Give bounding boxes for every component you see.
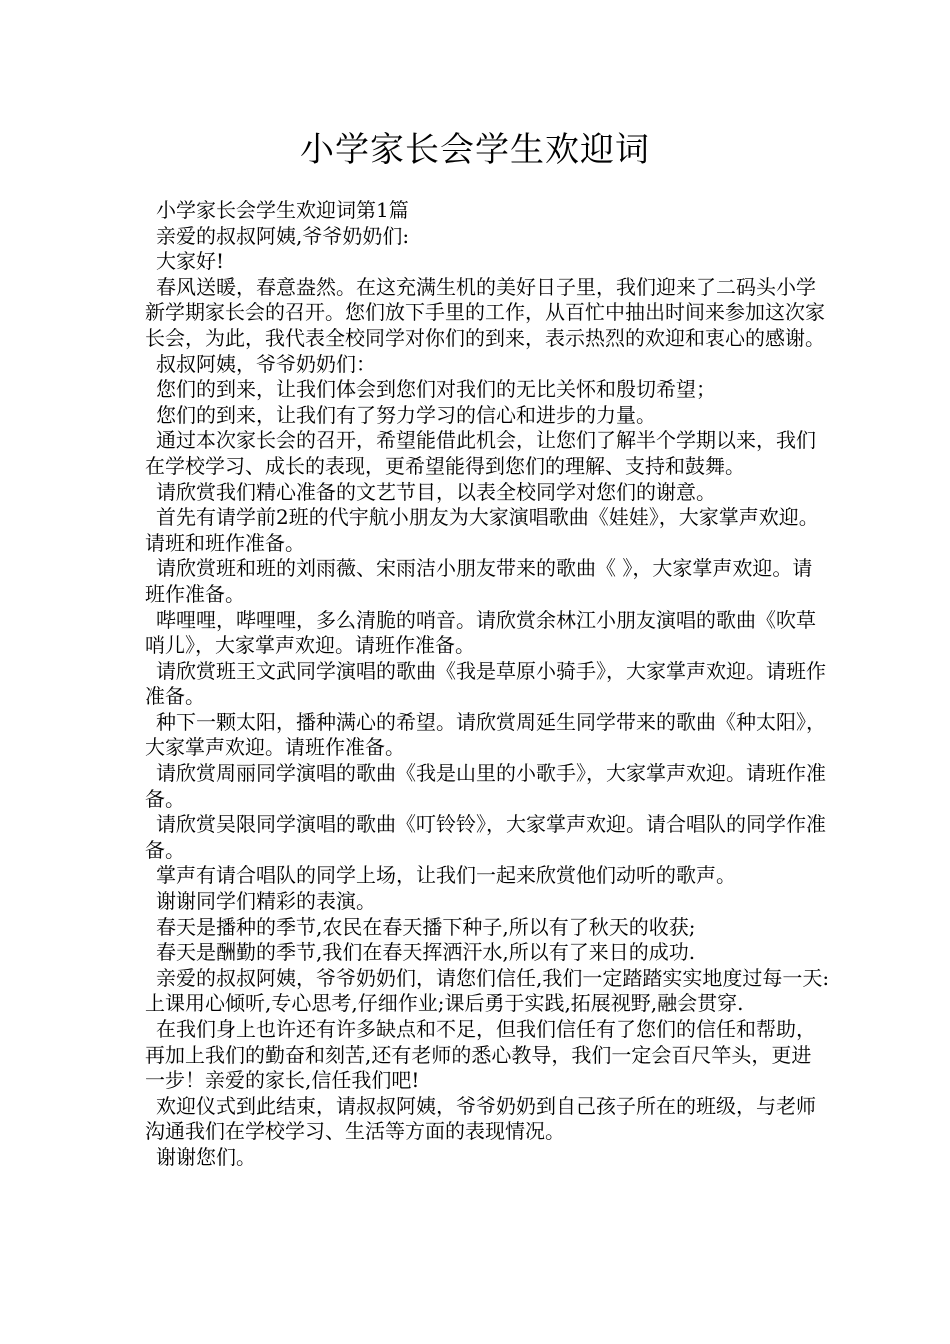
paragraph-10: 首先有请学前2班的代宇航小朋友为大家演唱歌曲《娃娃》，大家掌声欢迎。请班和班作准备。 [145, 505, 819, 555]
paragraph-16: 请欣赏吴限同学演唱的歌曲《叮铃铃》，大家掌声欢迎。请合唱队的同学作准备。 [145, 812, 826, 862]
paragraph-23: 欢迎仪式到此结束，请叔叔阿姨，爷爷奶奶到自己孩子所在的班级，与老师沟通我们在学校学习、生活等方面的表现情况。 [145, 1093, 816, 1144]
document-body [145, 198, 831, 1171]
paragraph-5: 叔叔阿姨，爷爷奶奶们： [156, 351, 376, 376]
paragraph-22: 在我们身上也许还有许多缺点和不足，但我们信任有了您们的信任和帮助，再加上我们的勤奋和刻苦,还有老师的悉心教导，我们一定会百尺竿头，更进一步！亲爱的家长,信任我们吧! [145, 1017, 816, 1093]
paragraph-15: 请欣赏周丽同学演唱的歌曲《我是山里的小歌手》，大家掌声欢迎。请班作准备。 [145, 761, 826, 811]
paragraph-19: 春天是播种的季节,农民在春天播下种子,所以有了秋天的收获; [156, 914, 696, 939]
paragraph-2: 亲爱的叔叔阿姨,爷爷奶奶们: [156, 223, 410, 248]
paragraph-4: 春风送暖，春意盎然。在这充满生机的美好日子里，我们迎来了二码头小学新学期家长会的召开。您们放下手里的工作，从百忙中抽出时间来参加这次家长会，为此，我代表全校同学对你们的到来，表示热烈的欢迎和衷心的感谢。 [145, 274, 825, 350]
paragraph-1: 小学家长会学生欢迎词第1篇 [156, 198, 409, 222]
paragraph-8: 通过本次家长会的召开，希望能借此机会，让您们了解半个学期以来，我们在学校学习、成长的表现，更希望能得到您们的理解、支持和鼓舞。 [145, 428, 816, 478]
paragraph-14: 种下一颗太阳，播种满心的希望。请欣赏周延生同学带来的歌曲《种太阳》，大家掌声欢迎。请班作准备。 [145, 709, 826, 760]
paragraph-12: 哔哩哩，哔哩哩，多么清脆的哨音。请欣赏余林江小朋友演唱的歌曲《吹草哨儿》，大家掌声欢迎。请班作准备。 [145, 607, 816, 658]
paragraph-9: 请欣赏我们精心准备的文艺节目，以表全校同学对您们的谢意。 [156, 479, 716, 504]
paragraph-21: 亲爱的叔叔阿姨，爷爷奶奶们，请您们信任,我们一定踏踏实实地度过每一天:上课用心倾听,专心思考,仔细作业;课后勇于实践,拓展视野,融会贯穿. [145, 965, 830, 1016]
paragraph-17: 掌声有请合唱队的同学上场，让我们一起来欣赏他们动听的歌声。 [156, 863, 736, 888]
paragraph-6: 您们的到来，让我们体会到您们对我们的无比关怀和殷切希望； [156, 377, 716, 402]
paragraph-24: 谢谢您们。 [156, 1144, 256, 1169]
paragraph-18: 谢谢同学们精彩的表演。 [156, 889, 376, 914]
paragraph-20: 春天是酬勤的季节,我们在春天挥洒汗水,所以有了来日的成功. [156, 940, 696, 965]
paragraph-13: 请欣赏班王文武同学演唱的歌曲《我是草原小骑手》，大家掌声欢迎。请班作准备。 [145, 658, 826, 709]
paragraph-3: 大家好! [156, 249, 225, 274]
document-title: 小学家长会学生欢迎词 [300, 130, 650, 170]
paragraph-7: 您们的到来，让我们有了努力学习的信心和进步的力量。 [156, 402, 656, 427]
paragraph-11: 请欣赏班和班的刘雨薇、宋雨洁小朋友带来的歌曲《 》，大家掌声欢迎。请班作准备。 [145, 556, 813, 606]
